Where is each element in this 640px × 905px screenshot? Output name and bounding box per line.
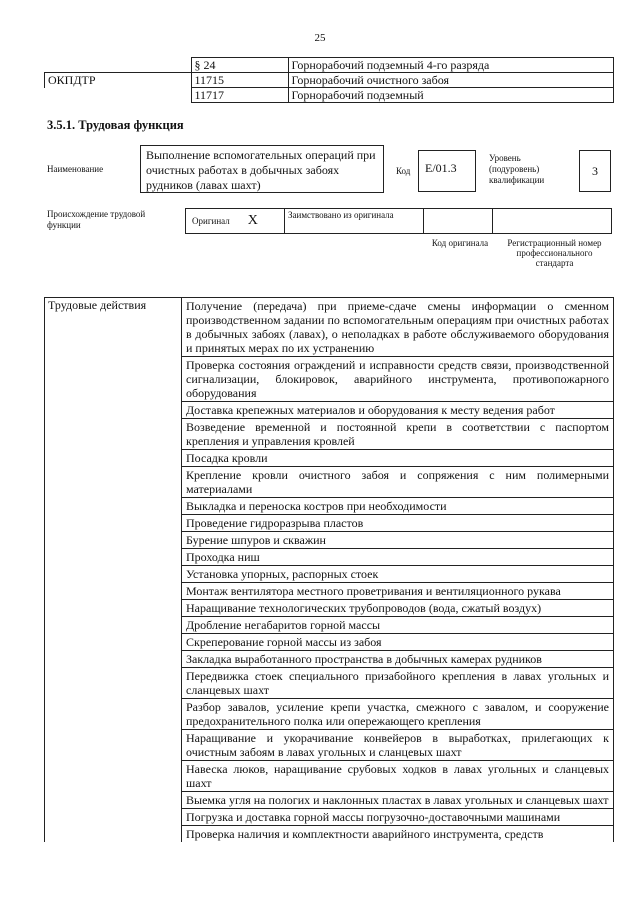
okpdtr-label: ОКПДТР (45, 73, 192, 88)
table-cell (45, 549, 182, 566)
table-cell (45, 826, 182, 843)
table-row (45, 600, 614, 617)
labor-action-item: Наращивание технологических трубопроводов (вода, сжатый воздух) (182, 600, 614, 617)
labor-action-item: Получение (передача) при приеме-сдаче смены информации о сменном производственном задании по вспомогательным операциям при очистных работах в добычных забоях (лавах), о неполадках в работе обслуживаемого оборудования и принятых мерах по их устранению (182, 298, 614, 357)
labor-action-item: Монтаж вентилятора местного проветривания и вентиляционного рукава (182, 583, 614, 600)
okpdtr-title: Горнорабочий очистного забоя (288, 73, 614, 88)
origin-original-cell (185, 208, 285, 234)
table-cell (45, 730, 182, 761)
code-label: Код (396, 166, 411, 176)
table-row (45, 651, 614, 668)
table-cell (45, 617, 182, 634)
table-row (45, 498, 614, 515)
table-row (45, 298, 614, 357)
okpdtr-title: Горнорабочий подземный (288, 88, 614, 103)
labor-action-item: Навеска люков, наращивание срубовых ходков в лавах угольных и сланцевых шахт (182, 761, 614, 792)
table-cell (45, 583, 182, 600)
table-row (45, 549, 614, 566)
table-cell (45, 357, 182, 402)
labor-actions-table (44, 297, 614, 842)
okpdtr-code: 11715 (191, 73, 288, 88)
labor-action-item: Крепление кровли очистного забоя и сопряжения с ним полимерными материалами (182, 467, 614, 498)
table-row (45, 583, 614, 600)
labor-action-item: Посадка кровли (182, 450, 614, 467)
labor-action-item: Установка упорных, распорных стоек (182, 566, 614, 583)
table-cell (45, 600, 182, 617)
reg-number-cell (492, 208, 612, 234)
labor-action-item: Проходка ниш (182, 549, 614, 566)
table-row (45, 532, 614, 549)
level-box: 3 (579, 150, 611, 192)
table-row (45, 634, 614, 651)
origin-label: Происхождение трудовой функции (47, 209, 146, 230)
labor-action-item: Доставка крепежных материалов и оборудования к месту ведения работ (182, 402, 614, 419)
table-row (45, 73, 614, 88)
table-row (45, 88, 614, 103)
function-name-box: Выполнение вспомогательных операций при очистных работах в добычных забоях рудников (лавах шахт) (140, 145, 384, 193)
table-row (45, 515, 614, 532)
labor-action-item: Бурение шпуров и скважин (182, 532, 614, 549)
table-row (45, 402, 614, 419)
labor-action-item: Проверка наличия и комплектности аварийного инструмента, средств (182, 826, 614, 843)
okpdtr-code: § 24 (191, 58, 288, 73)
table-row (45, 668, 614, 699)
table-row (45, 792, 614, 809)
original-code-cell (423, 208, 493, 234)
okpdtr-table (44, 57, 614, 103)
table-cell (45, 88, 192, 103)
labor-action-item: Погрузка и доставка горной массы погрузочно-доставочными машинами (182, 809, 614, 826)
labor-action-item: Проверка состояния ограждений и исправности средств связи, производственной сигнализации, блокировок, аварийного инструмента, противопожарного оборудования (182, 357, 614, 402)
table-cell (45, 809, 182, 826)
page-number: 25 (314, 32, 326, 44)
table-cell (45, 634, 182, 651)
function-code-box: E/01.3 (418, 150, 476, 192)
table-cell (45, 532, 182, 549)
labor-action-item: Дробление негабаритов горной массы (182, 617, 614, 634)
table-row (45, 566, 614, 583)
table-row (45, 699, 614, 730)
reg-number-caption: Регистрационный номер профессионального стандарта (507, 238, 602, 268)
labor-action-item: Проведение гидроразрыва пластов (182, 515, 614, 532)
labor-action-item: Передвижка стоек специального призабойного крепления в лавах угольных и сланцевых шахт (182, 668, 614, 699)
borrowed-label: Заимствовано из оригинала (284, 208, 424, 234)
level-label: Уровень (подуровень) квалификации (489, 153, 545, 185)
okpdtr-code: 11717 (191, 88, 288, 103)
table-row (45, 467, 614, 498)
original-code-caption: Код оригинала (431, 238, 489, 248)
name-label: Наименование (47, 164, 104, 174)
origin-row (186, 208, 612, 234)
labor-actions-header: Трудовые действия (45, 298, 182, 357)
labor-action-item: Разбор завалов, усиление крепи участка, смежного с завалом, и сооружение предохранительного полка или опережающего крепления (182, 699, 614, 730)
table-cell (45, 566, 182, 583)
table-row (45, 58, 614, 73)
table-row (45, 450, 614, 467)
table-cell (45, 792, 182, 809)
table-row (45, 730, 614, 761)
table-row (45, 357, 614, 402)
table-cell (45, 699, 182, 730)
table-row (45, 809, 614, 826)
original-mark: X (247, 213, 258, 228)
table-cell (45, 515, 182, 532)
original-label: Оригинал (192, 215, 230, 226)
labor-action-item: Наращивание и укорачивание конвейеров в выработках, прилегающих к очистным забоям в лавах угольных и сланцевых шахт (182, 730, 614, 761)
section-heading: 3.5.1. Трудовая функция (47, 118, 184, 132)
labor-action-item: Возведение временной и постоянной крепи в соответствии с паспортом крепления и управления кровлей (182, 419, 614, 450)
labor-action-item: Закладка выработанного пространства в добычных камерах рудников (182, 651, 614, 668)
table-cell (45, 668, 182, 699)
table-cell (45, 58, 192, 73)
table-cell (45, 651, 182, 668)
labor-action-item: Выкладка и переноска костров при необходимости (182, 498, 614, 515)
labor-action-item: Скреперование горной массы из забоя (182, 634, 614, 651)
table-row (45, 826, 614, 843)
table-row (45, 617, 614, 634)
okpdtr-title: Горнорабочий подземный 4-го разряда (288, 58, 614, 73)
table-row (45, 419, 614, 450)
labor-action-item: Выемка угля на пологих и наклонных пластах в лавах угольных и сланцевых шахт (182, 792, 614, 809)
table-row (45, 761, 614, 792)
table-cell (45, 467, 182, 498)
table-cell (45, 402, 182, 419)
table-cell (45, 498, 182, 515)
table-cell (45, 450, 182, 467)
table-cell (45, 761, 182, 792)
table-cell (45, 419, 182, 450)
